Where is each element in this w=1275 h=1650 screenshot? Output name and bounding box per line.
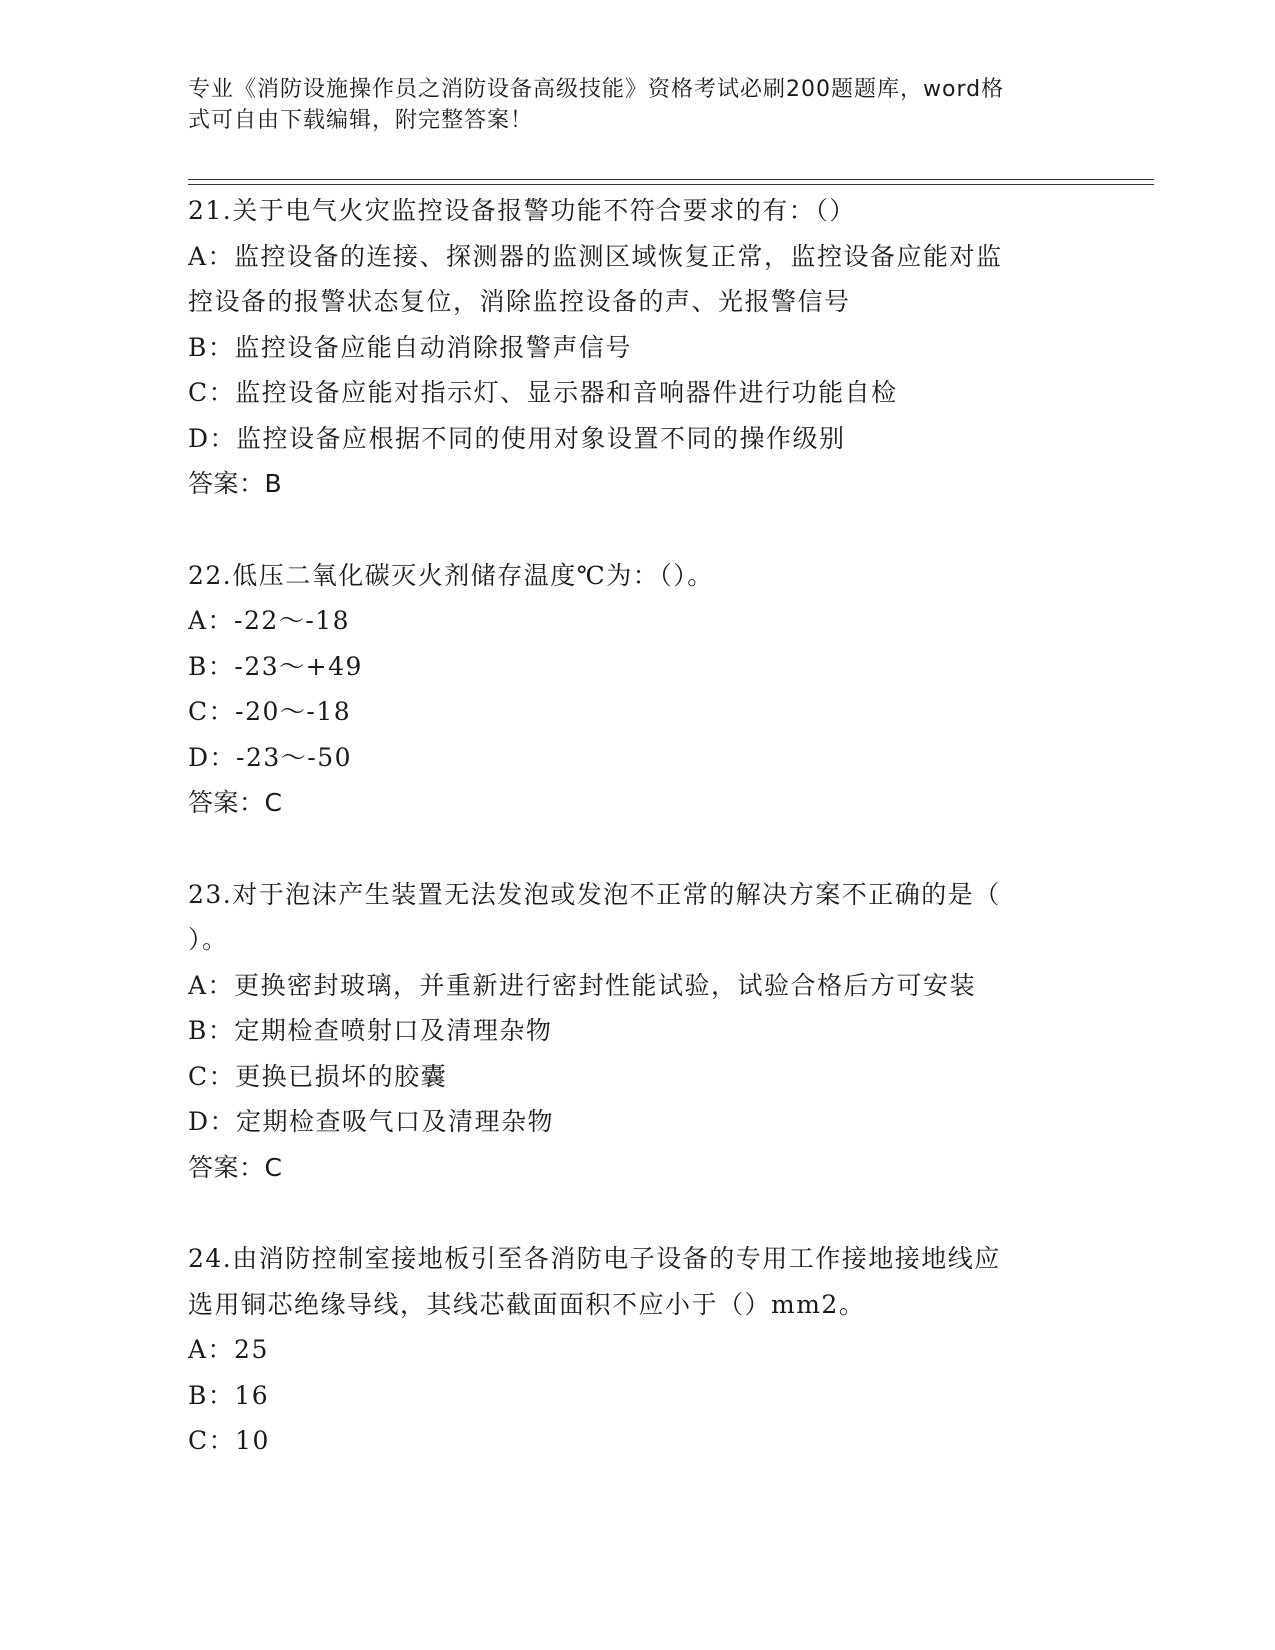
option-b: B：监控设备应能自动消除报警声信号	[188, 332, 632, 362]
option-d: D：监控设备应根据不同的使用对象设置不同的操作级别	[188, 423, 846, 453]
option-d: D：-23～-50	[188, 742, 353, 772]
question-23	[188, 872, 1078, 1191]
document-header	[188, 74, 1068, 136]
question-stem: 22.低压二氧化碳灭火剂储存温度℃为：（）。	[188, 560, 714, 590]
option-b: B：-23～+49	[188, 651, 363, 681]
header-divider-bottom	[188, 184, 1154, 185]
question-21	[188, 188, 1078, 507]
option-c: C：监控设备应能对指示灯、显示器和音响器件进行功能自检	[188, 378, 898, 407]
header-line-1: 专业《消防设施操作员之消防设备高级技能》资格考试必刷200题题库，word格	[188, 77, 1005, 102]
option-a: A：-22～-18	[188, 606, 351, 635]
option-b: B：16	[188, 1380, 270, 1410]
question-stem: 24.由消防控制室接地板引至各消防电子设备的专用工作接地接地线应	[188, 1244, 1001, 1273]
option-a: A：监控设备的连接、探测器的监测区域恢复正常，监控设备应能对监	[188, 241, 1003, 271]
question-stem-continued: ）。	[188, 925, 229, 954]
option-a: A：更换密封玻璃，并重新进行密封性能试验，试验合格后方可安装	[188, 970, 977, 1000]
answer: 答案：C	[188, 788, 283, 817]
question-stem: 21.关于电气火灾监控设备报警功能不符合要求的有：（）	[188, 196, 856, 225]
option-c: C：10	[188, 1426, 270, 1455]
question-24	[188, 1236, 1078, 1464]
answer: 答案：B	[188, 469, 283, 498]
question-stem-continued: 选用铜芯绝缘导线，其线芯截面面积不应小于（）mm2。	[188, 1289, 866, 1319]
answer: 答案：C	[188, 1152, 283, 1182]
question-stem: 23.对于泡沫产生装置无法发泡或发泡不正常的解决方案不正确的是（	[188, 879, 1001, 909]
header-divider-top	[188, 179, 1154, 180]
option-a-continued: 控设备的报警状态复位，消除监控设备的声、光报警信号	[188, 287, 851, 316]
header-line-2: 式可自由下载编辑，附完整答案！	[188, 108, 534, 133]
option-c: C：更换已损坏的胶囊	[188, 1061, 448, 1091]
option-c: C：-20～-18	[188, 697, 352, 726]
option-a: A：25	[188, 1335, 269, 1364]
option-d: D：定期检查吸气口及清理杂物	[188, 1107, 555, 1136]
option-b: B：定期检查喷射口及清理杂物	[188, 1016, 553, 1045]
question-list	[188, 188, 1078, 1464]
question-22	[188, 553, 1078, 826]
